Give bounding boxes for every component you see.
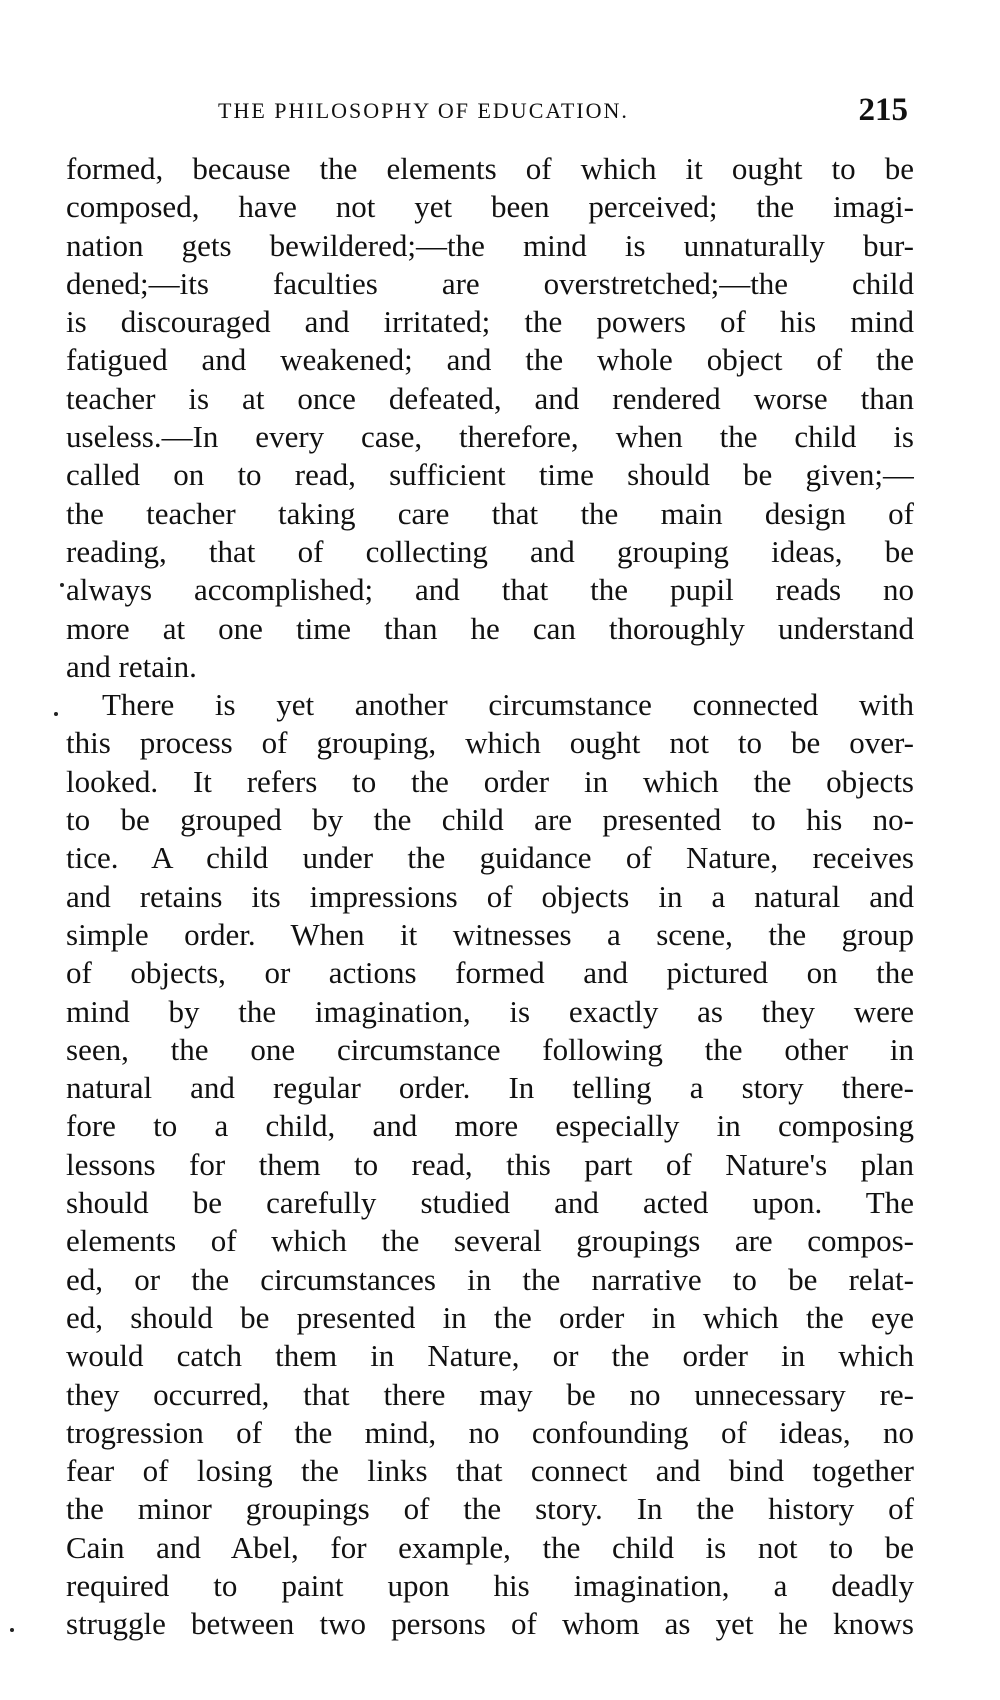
text-line: fatigued and weakened; and the whole object of the (66, 342, 914, 378)
text-line: natural and regular order. In telling a story there- (66, 1070, 914, 1106)
running-title: THE PHILOSOPHY OF EDUCATION. (218, 98, 629, 123)
page-header (66, 92, 914, 132)
text-line: reading, that of collecting and grouping ideas, be (66, 533, 914, 569)
paragraph (66, 150, 914, 686)
text-line: tice. A child under the guidance of Nature, receives (66, 840, 914, 876)
text-line: this process of grouping, which ought not to be over- (66, 725, 914, 761)
text-line: more at one time than he can thoroughly understand (66, 610, 914, 646)
text-line: should be carefully studied and acted upon. The (66, 1185, 914, 1221)
text-line: of objects, or actions formed and pictured on the (66, 955, 914, 991)
text-line: composed, have not yet been perceived; the imagi- (66, 189, 914, 225)
text-line: is discouraged and irritated; the powers of his mind (66, 304, 914, 340)
body-text (66, 150, 914, 1644)
text-line: dened;—its faculties are overstretched;—the child (66, 265, 914, 301)
text-line: mind by the imagination, is exactly as they were (66, 993, 914, 1029)
text-line: seen, the one circumstance following the other in (66, 1031, 914, 1067)
text-line: simple order. When it witnesses a scene, the group (66, 916, 914, 952)
text-line: elements of which the several groupings are compos- (66, 1223, 914, 1259)
text-line: called on to read, sufficient time should be given;— (66, 457, 914, 493)
text-line: ed, should be presented in the order in which the eye (66, 1299, 914, 1335)
text-line: would catch them in Nature, or the order in which (66, 1338, 914, 1374)
print-speck (10, 1628, 14, 1632)
text-line: lessons for them to read, this part of Nature's plan (66, 1146, 914, 1182)
text-line: There is yet another circumstance connected with (102, 687, 914, 723)
text-line: and retain. (66, 648, 197, 684)
text-line: the minor groupings of the story. In the history of (66, 1491, 914, 1527)
text-line: struggle between two persons of whom as yet he knows (66, 1606, 914, 1642)
text-line: nation gets bewildered;—the mind is unnaturally bur- (66, 227, 914, 263)
text-line: the teacher taking care that the main design of (66, 495, 914, 531)
text-line: fear of losing the links that connect and bind together (66, 1453, 914, 1489)
text-line: and retains its impressions of objects in a natural and (66, 878, 914, 914)
text-line: fore to a child, and more especially in composing (66, 1108, 914, 1144)
text-line: always accomplished; and that the pupil reads no (66, 572, 914, 608)
print-speck (60, 583, 64, 587)
text-line: ed, or the circumstances in the narrative to be relat- (66, 1261, 914, 1297)
text-line: useless.—In every case, therefore, when the child is (66, 419, 914, 455)
text-line: trogression of the mind, no confounding of ideas, no (66, 1414, 914, 1450)
text-line: required to paint upon his imagination, a deadly (66, 1567, 914, 1603)
text-line: Cain and Abel, for example, the child is not to be (66, 1529, 914, 1565)
text-line: teacher is at once defeated, and rendered worse than (66, 380, 914, 416)
text-line: to be grouped by the child are presented to his no- (66, 802, 914, 838)
text-line: formed, because the elements of which it ought to be (66, 151, 914, 186)
text-line: looked. It refers to the order in which the objects (66, 763, 914, 799)
text-line: they occurred, that there may be no unnecessary re- (66, 1376, 914, 1412)
print-speck (54, 712, 58, 716)
paragraph (66, 686, 914, 1643)
page-number: 215 (858, 92, 908, 128)
